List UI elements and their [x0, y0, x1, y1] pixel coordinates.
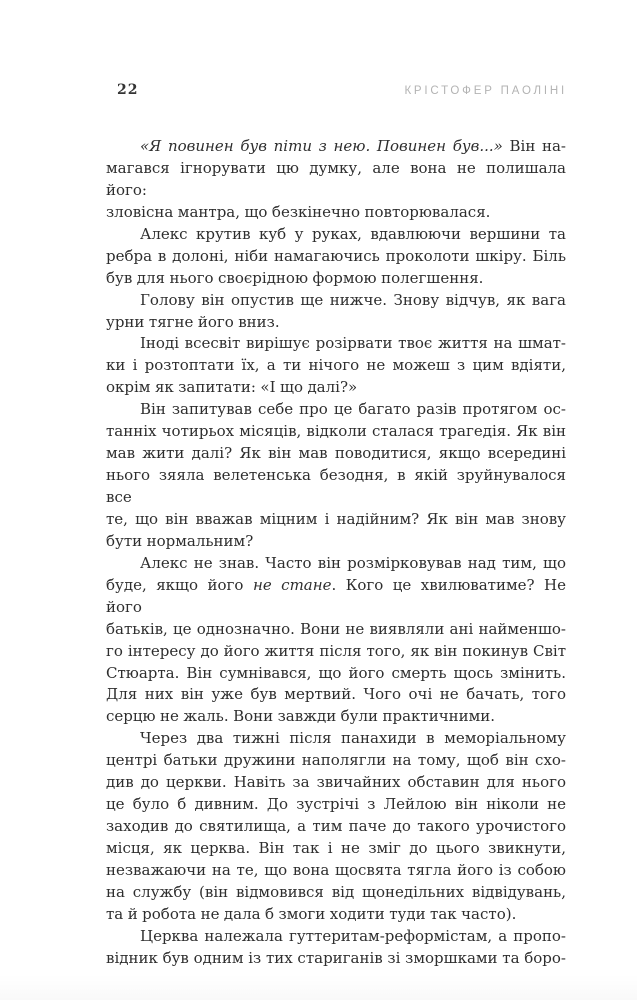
text-segment: відник був одним із тих стариганів зі зморшками та боро-: [106, 948, 566, 967]
text-line: [106, 948, 566, 970]
text-segment: це було б дивним. До зустрічі з Лейлою він ніколи не: [106, 795, 566, 814]
page-header: [117, 82, 567, 98]
text-segment: урни тягне його вниз.: [106, 312, 280, 331]
text-segment: танніх чотирьох місяців, відколи сталася трагедія. Як він: [106, 422, 566, 441]
body-text: [106, 136, 566, 970]
text-segment: Алекс не знав. Часто він розмірковував над тим, що: [140, 553, 566, 572]
text-segment: центрі батьки дружини наполягли на тому, щоб він схо-: [106, 751, 566, 770]
text-segment: магався ігнорувати цю думку, але вона не полишала його:: [106, 158, 566, 199]
paragraph: [106, 333, 566, 399]
text-segment: зловісна мантра, що безкінечно повторювалася.: [106, 202, 491, 221]
text-segment: нього зяяла велетенська безодня, в якій зруйнувалося все: [106, 466, 566, 506]
text-line: [106, 728, 566, 750]
text-segment: Церква належала гуттеритам-реформістам, а пропо-: [140, 926, 566, 945]
text-line: [106, 443, 566, 465]
text-segment: . Кого це хвилюватиме? Не його: [106, 575, 566, 616]
text-line: [106, 553, 566, 575]
text-segment: окрім як запитати: «І що далі?»: [106, 378, 358, 397]
text-line: [106, 333, 566, 355]
text-segment: го інтересу до його життя після того, як він покинув Світ: [106, 641, 566, 660]
text-segment: місця, як церква. Він так і не зміг до цього звикнути,: [106, 839, 566, 857]
text-line: [106, 290, 566, 312]
text-segment: мав жити далі? Як він мав поводитися, якщо всередині: [106, 444, 566, 463]
text-segment: Голову він опустив ще нижче. Знову відчув, як вага: [140, 290, 566, 309]
text-line: [106, 158, 566, 202]
text-line: [106, 377, 566, 399]
text-segment: Іноді всесвіт вирішує розірвати твоє життя на шмат-: [140, 334, 566, 353]
text-segment: Алекс крутив куб у руках, вдавлюючи вершини та: [140, 224, 566, 243]
text-line: [106, 202, 566, 224]
text-segment: на службу (він відмовився від щонедільних відвідувань,: [106, 882, 566, 901]
text-line: [106, 268, 566, 290]
text-line: [106, 706, 566, 728]
text-line: [106, 926, 566, 948]
text-line: [106, 575, 566, 619]
text-line: [106, 312, 566, 334]
text-segment: Він на-: [509, 137, 567, 155]
running-title: КРІСТОФЕР ПАОЛІНІ: [404, 85, 567, 97]
text-line: [106, 904, 566, 926]
text-segment: Для них він уже був мертвий. Чого очі не бачать, того: [106, 685, 566, 704]
text-segment: та й робота не дала б змоги ходити туди так часто).: [106, 904, 517, 923]
paragraph: [106, 136, 566, 224]
text-line: [106, 355, 566, 377]
text-line: [106, 684, 566, 706]
text-segment: буде, якщо його: [106, 575, 253, 594]
text-segment: див до церкви. Навіть за звичайних обставин для нього: [106, 773, 566, 792]
text-segment: ребра в долоні, ніби намагаючись проколоти шкіру. Біль: [106, 246, 566, 265]
text-segment: ки і розтоптати їх, а ти нічого не можеш з цим вдіяти,: [106, 356, 566, 375]
paragraph: [106, 399, 566, 553]
paragraph: [106, 926, 566, 970]
text-line: [106, 816, 566, 838]
text-line: [106, 641, 566, 663]
text-line: [106, 882, 566, 904]
text-line: [106, 838, 566, 860]
page-number: 22: [117, 82, 139, 98]
text-segment: бути нормальним?: [106, 531, 254, 550]
text-segment: був для нього своєрідною формою полегшення.: [106, 268, 484, 287]
paragraph: [106, 728, 566, 925]
text-line: [106, 663, 566, 685]
text-line: [106, 531, 566, 553]
text-line: [106, 399, 566, 421]
text-segment: незважаючи на те, що вона щосвята тягла його із собою: [106, 860, 566, 879]
text-segment: серцю не жаль. Вони завжди були практичними.: [106, 707, 496, 726]
text-segment: Стюарта. Він сумнівався, що його смерть щось змінить.: [106, 663, 566, 682]
text-line: [106, 860, 566, 882]
text-line: [106, 136, 566, 158]
text-segment: Він запитував себе про це багато разів протягом ос-: [140, 400, 566, 419]
paragraph: [106, 553, 566, 729]
text-line: [106, 750, 566, 772]
text-line: [106, 794, 566, 816]
text-segment: заходив до святилища, а тим паче до такого урочистого: [106, 817, 566, 836]
text-line: [106, 246, 566, 268]
text-line: [106, 465, 566, 509]
italic-text-segment: не стане: [252, 575, 332, 594]
text-segment: те, що він вважав міцним і надійним? Як він мав знову: [106, 509, 566, 528]
text-line: [106, 421, 566, 443]
text-line: [106, 772, 566, 794]
text-segment: батьків, це однозначно. Вони не виявляли ані найменшо-: [106, 619, 566, 638]
text-line: [106, 509, 566, 531]
text-segment: Через два тижні після панахиди в меморіальному: [140, 729, 566, 748]
text-line: [106, 224, 566, 246]
paragraph: [106, 224, 566, 290]
italic-text-segment: «Я повинен був піти з нею. Повинен був...»: [140, 137, 510, 155]
paragraph: [106, 290, 566, 334]
text-line: [106, 619, 566, 641]
page-bottom-shade: [0, 974, 637, 1000]
